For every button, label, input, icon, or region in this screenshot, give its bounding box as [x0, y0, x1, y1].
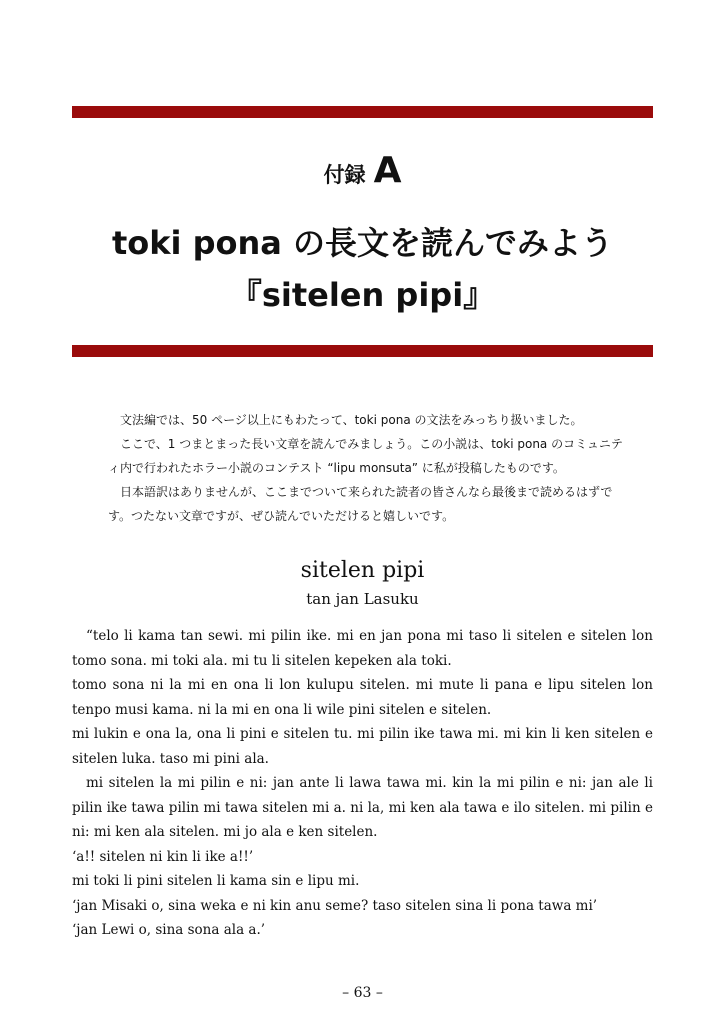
- appendix-label: [0, 150, 725, 191]
- appendix-letter: A: [373, 150, 402, 191]
- story-paragraph: mi toki li pini sitelen li kama sin e lipu mi.: [72, 873, 360, 889]
- story-paragraph: “telo li kama tan sewi. mi pilin ike. mi en jan pona mi taso li sitelen e sitelen lon tomo sona. mi toki ala. mi tu li sitelen kepeken ala toki.: [72, 628, 653, 669]
- story-paragraph: ‘a!! sitelen ni kin li ike a!!’: [72, 848, 254, 865]
- chapter-title-line2: 『sitelen pipi』: [229, 276, 496, 314]
- story-paragraph: ‘jan Misaki o, sina weka e ni kin anu seme? taso sitelen sina li pona tawa mi’: [72, 897, 598, 914]
- bottom-red-rule: [72, 345, 653, 357]
- appendix-prefix: 付録: [323, 163, 366, 187]
- story-paragraph: mi lukin e ona la, ona li pini e sitelen tu. mi pilin ike tawa mi. mi kin li ken sitelen e sitelen luka. taso mi pini ala.: [72, 726, 653, 767]
- intro-paragraph: 文法編では、50 ページ以上にもわたって、toki pona の文法をみっちり扱いました。: [120, 413, 583, 427]
- story-paragraph: tomo sona ni la mi en ona li lon kulupu sitelen. mi mute li pana e lipu sitelen lon tenpo musi kama. ni la mi en ona li wile pini sitelen e sitelen.: [72, 677, 653, 718]
- intro-text: [108, 408, 628, 528]
- page-number: – 63 –: [342, 985, 383, 1001]
- story-title: sitelen pipi: [300, 558, 425, 583]
- intro-paragraph: 日本語訳はありませんが、ここまでついて来られた読者の皆さんなら最後まで読めるはずです。つたない文章ですが、ぜひ読んでいただけると嬉しいです。: [108, 485, 613, 523]
- top-red-rule: [72, 106, 653, 118]
- intro-paragraph: ここで、1 つまとまった長い文章を読んでみましょう。この小説は、toki pona のコミュニティ内で行われたホラー小説のコンテスト “lipu monsuta” に私が投稿したものです。: [108, 437, 623, 475]
- story-body: [72, 624, 653, 943]
- story-paragraph: ‘jan Lewi o, sina sona ala a.’: [72, 922, 266, 938]
- chapter-title-line1: toki pona の長文を読んでみよう: [111, 224, 614, 262]
- story-paragraph: mi sitelen la mi pilin e ni: jan ante li lawa tawa mi. kin la mi pilin e ni: jan ale li pilin ike tawa pilin mi tawa sitelen mi a. ni la, mi ken ala tawa e ilo sitelen. mi pilin e ni: mi ken ala sitelen. mi jo ala e ken sitelen.: [72, 775, 653, 840]
- story-author: tan jan Lasuku: [306, 590, 419, 608]
